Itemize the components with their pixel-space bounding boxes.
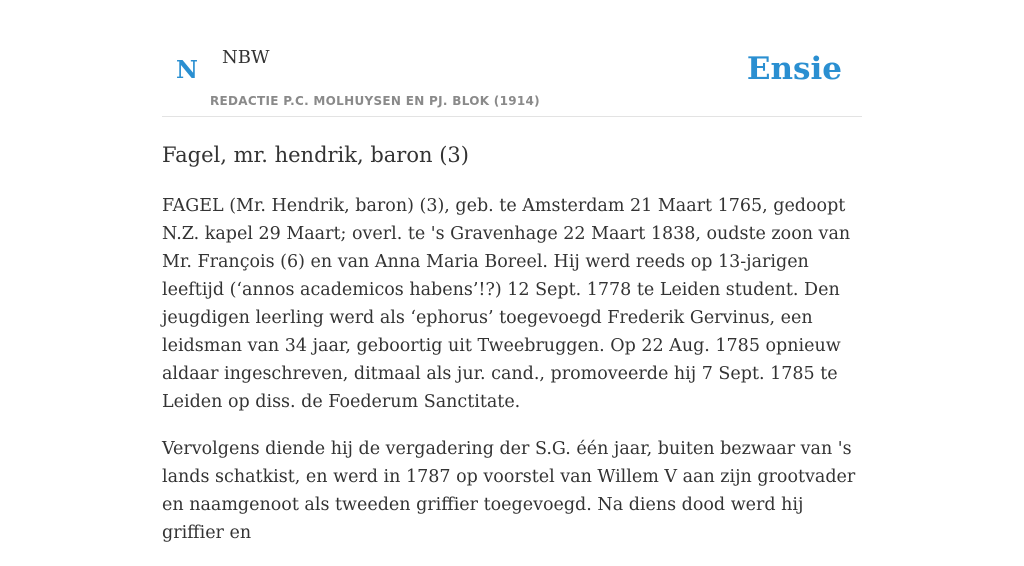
source-header: [162, 0, 862, 117]
article-title: Fagel, mr. hendrik, baron (3): [162, 143, 469, 167]
source-name[interactable]: NBW: [222, 47, 270, 68]
brand-logo-link[interactable]: Ensie: [746, 51, 842, 87]
article-paragraph: FAGEL (Mr. Hendrik, baron) (3), geb. te Amsterdam 21 Maart 1765, gedoopt N.Z. kapel 29 Maart; overl. te 's Gravenhage 22 Maart 1838, oudste zoon van Mr. François (6) en van Anna Maria Boreel. Hij werd reeds op 13-jarigen leeftijd (‘annos academicos habens’!?) 12 Sept. 1778 te Leiden student. Den jeugdigen leerling werd als ‘ephorus’ toegevoegd Frederik Gervinus, een leidsman van 34 jaar, geboortig uit Tweebruggen. Op 22 Aug. 1785 opnieuw aldaar ingeschreven, ditmaal als jur. cand., promoveerde hij 7 Sept. 1785 te Leiden op diss. de Foederum Sanctitate.: [162, 196, 851, 412]
source-subtitle: REDACTIE P.C. MOLHUYSEN EN PJ. BLOK (1914): [210, 94, 540, 108]
source-logo[interactable]: N: [176, 55, 198, 84]
article-paragraph: Vervolgens diende hij de vergadering der S.G. één jaar, buiten bezwaar van 's lands schatkist, en werd in 1787 op voorstel van Willem V aan zijn grootvader en naamgenoot als tweeden griffier toegevoegd. Na diens dood werd hij griffier en: [162, 439, 856, 543]
article-body: [162, 192, 862, 566]
